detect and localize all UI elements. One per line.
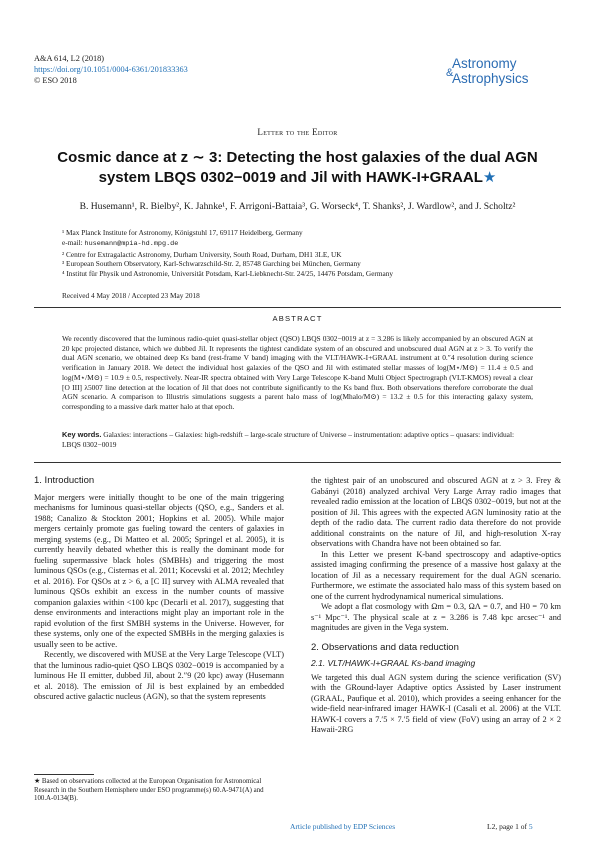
affiliation-2: ² Centre for Extragalactic Astronomy, Durham University, South Road, Durham, DH1 3LE, UK (62, 249, 342, 259)
section-2-title: 2. Observations and data reduction (311, 641, 459, 653)
intro-paragraph-2: Recently, we discovered with MUSE at the Very Large Telescope (VLT) that the luminous radio-quiet QSO LBQS 0302−0019 is accompanied by a luminous He II emitter, dubbed Jil, about 2.″9 (20 kpc) away (Husemann et al. 2018). The emission of Jil is best explained by an embedded obscured active galactic nucleus (AGN), so that the system represents (34, 650, 284, 701)
page-label: L2, page 1 of (487, 822, 527, 831)
intro-paragraph-5: We adopt a flat cosmology with Ωm = 0.3, ΩΛ = 0.7, and H0 = 70 km s⁻¹ Mpc⁻¹. The physical scale at z = 3.286 is 7.48 kpc arcsec⁻¹ and magnitudes are given in the Vega system. (311, 602, 561, 632)
copyright: © ESO 2018 (34, 76, 77, 85)
obs-paragraph-1: We targeted this dual AGN system during the science verification (SV) with the GRound-layer Adaptive optics Assisted by Laser instrument (GRAAL, Paufique et al. 2010), which provides a seeing enhancer for the wide-field near-infrared imager HAWK-I (Casali et al. 2006) at the VLT. HAWK-I covers a 7.′5 × 7.′5 field of view (FoV) using an array of 2 × 2 Hawaii-2RG (311, 672, 561, 734)
intro-paragraph-1: Major mergers were initially thought to be one of the main triggering mechanisms for luminous quasi-stellar objects (QSO, e.g., Sanders et al. 1988; Canalizo & Stockton 2001; Hopkins et al. 2005). While major mergers certainly promote gas fueling toward the centers of galaxies in merging systems (e.g., Di Matteo et al. 2005; Springel et al. 2005), it is currently heavily debated whether this is really the dominant mode for fueling supermassive black holes (SMBHs) and triggering the most luminous QSOs (e.g., Cisternas et al. 2011; Kocevski et al. 2012; Mechtley et al. 2016). For QSOs at z > 6, a [C II] survey with ALMA revealed that luminous QSOs exhibit an excess in the number counts of massive companion galaxies within <100 kpc (Decarli et al. 2017), suggesting that dense environments and interactions might play an important role in the rapid evolution of the first SMBH systems in the Universe. However, for these systems, only one of the expected SMBHs in the merging galaxies is usually seen to be active. (34, 492, 284, 649)
section-1-title: 1. Introduction (34, 475, 95, 486)
publisher-link[interactable]: Article published by EDP Sciences (290, 822, 396, 831)
title-line2: system LBQS 0302−0019 and Jil with HAWK-I+GRAAL (98, 169, 483, 186)
divider-bottom (34, 462, 561, 463)
title-footnote-star[interactable]: ★ (482, 169, 497, 186)
affiliation-4: ⁴ Institut für Physik und Astronomie, Universität Potsdam, Karl-Liebknecht-Str. 24/25, 14476 Potsdam, Germany (62, 269, 394, 279)
email-address[interactable]: husemann@mpia-hd.mpg.de (84, 239, 179, 248)
logo-line1: Astronomy (452, 56, 517, 71)
received-dates: Received 4 May 2018 / Accepted 23 May 2018 (62, 291, 200, 300)
footnote-rule (34, 774, 94, 775)
right-column (311, 476, 561, 736)
divider-top (34, 307, 561, 308)
doi-link[interactable]: https://doi.org/10.1051/0004-6361/201833363 (34, 65, 188, 74)
left-column (34, 476, 284, 703)
letter-label: Letter to the Editor (257, 127, 338, 137)
keywords-label: Key words. (62, 430, 102, 439)
keywords-text: Galaxies: interactions – Galaxies: high-redshift – large-scale structure of Universe – instrumentation: adaptive optics – quasars: individual: LBQS 0302−0019 (62, 430, 515, 449)
abstract-heading: ABSTRACT (272, 314, 323, 323)
journal-logo (446, 56, 529, 86)
intro-paragraph-4: In this Letter we present K-band spectroscopy and adaptive-optics assisted imaging confirming the presence of a massive host galaxy at the location of Jil as a necessary requirement for the dual AGN scenario. Furthermore, we estimate the associated halo mass of this system based on one of the current hydrodynamical numerical simulations. (311, 549, 561, 601)
affiliation-3: ³ European Southern Observatory, Karl-Schwarzschild-Str. 2, 85748 Garching bei München, Germany (62, 259, 361, 269)
section-2-1-title: 2.1. VLT/HAWK-I+GRAAL Ks-band imaging (311, 658, 476, 668)
footnote: ★ Based on observations collected at the European Organisation for Astronomical Research in the Southern Hemisphere under ESO programme(s) 60.A-9471(A) and 100.A-0134(B). (34, 778, 264, 803)
page-number (487, 822, 533, 831)
page-total[interactable]: 5 (528, 822, 533, 831)
paper-title (30, 148, 565, 188)
affiliations (62, 228, 393, 279)
keywords (62, 430, 533, 449)
journal-meta (34, 53, 188, 86)
journal-ref: A&A 614, L2 (2018) (34, 54, 105, 63)
abstract-text: We recently discovered that the luminous radio-quiet quasi-stellar object (QSO) LBQS 0302−0019 at z = 3.286 is likely accompanied by an obscured AGN at 20 kpc projected distance, which we dubbed Jil. It represents the tightest candidate system of an obscured and unobscured dual AGN at z > 3. To verify the dual AGN scenario, we obtained deep Ks band (rest-frame V band) imaging with the VLT/HAWK-I+GRAAL instrument at 0.″4 resolution during science verification in January 2018. We detect the individual host galaxies of the QSO and Jil with estimated stellar masses of log(M⋆/M⊙) = 11.4 ± 0.5 and log(M⋆/M⊙) = 10.9 ± 0.5, respectively. Near-IR spectra obtained with Very Large Telescope K-band Multi Object Spectrograph (VLT-KMOS) reveal a clear [O III] λ5007 line detection at the location of Jil that does not contribute significantly to the Ks band flux. Both observations therefore corroborate the dual AGN scenario. A comparison to Illustris simulations suggests a parent halo mass of log(Mhalo/M⊙) = 13.2 ± 0.5 for this interacting galaxy system, corresponding to a massive dark matter halo at that epoch. (62, 334, 533, 411)
affiliation-1: ¹ Max Planck Institute for Astronomy, Königstuhl 17, 69117 Heidelberg, Germany (62, 228, 303, 237)
intro-paragraph-3: the tightest pair of an unobscured and obscured AGN at z > 3. Frey & Gabányi (2018) analyzed archival Very Large Array radio images that revealed radio emission at the location of LBQS 0302−0019, but not at the position of Jil. This agrees with the expected AGN luminosity ratio at the depth of the radio data. The current radio data therefore do not provide additional constraints on the nature of Jil, and high-resolution X-ray observations with Chandra have not been obtained so far. (311, 476, 561, 548)
author-list: B. Husemann¹, R. Bielby², K. Jahnke¹, F. Arrigoni-Battaia³, G. Worseck⁴, T. Shanks², J. Wardlow², and J. Scholtz² (79, 201, 516, 212)
email-line: e-mail: husemann@mpia-hd.mpg.de (62, 237, 179, 248)
title-line1: Cosmic dance at z ∼ 3: Detecting the host galaxies of the dual AGN (57, 149, 538, 166)
logo-ampersand: & (446, 67, 454, 79)
logo-line2: Astrophysics (452, 70, 529, 86)
